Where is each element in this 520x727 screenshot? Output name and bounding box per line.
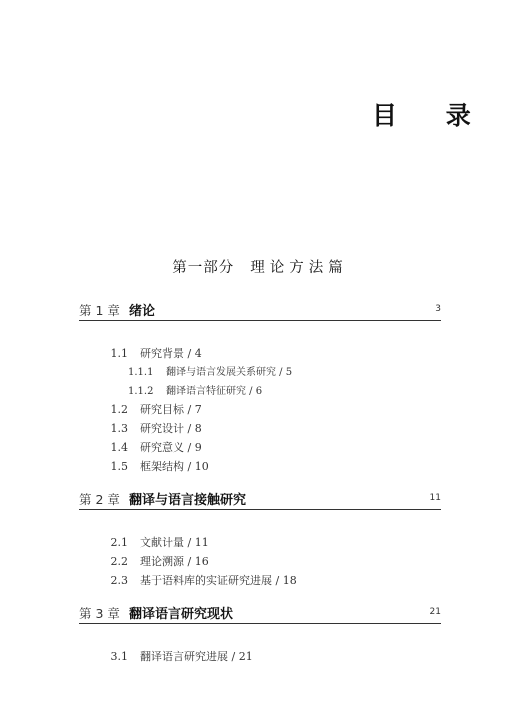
toc-section[interactable]: [98, 439, 202, 455]
subsection-title: 翻译与语言发展关系研究 / 5: [166, 367, 293, 378]
toc-section[interactable]: [98, 420, 202, 436]
section-number: 1.5: [110, 460, 128, 473]
chapter-page: 21: [429, 607, 441, 617]
section-title: 研究目标 / 7: [140, 403, 202, 416]
subsection-number: 1.1.1: [128, 367, 154, 378]
section-title: 基于语料库的实证研究进展 / 18: [140, 574, 297, 587]
toc-section[interactable]: [98, 401, 202, 417]
section-number: 1.4: [110, 441, 128, 454]
chapter-title: 绪论: [129, 304, 156, 319]
section-title: 翻译语言研究进展 / 21: [140, 650, 253, 663]
chapter-number: 第 1 章: [79, 303, 120, 318]
part-name: 理论方法篇: [250, 260, 348, 276]
toc-section[interactable]: [98, 648, 253, 664]
toc-section[interactable]: [98, 572, 297, 588]
chapter-title: 翻译语言研究现状: [129, 607, 234, 622]
section-title: 研究背景 / 4: [140, 347, 202, 360]
section-title: 研究设计 / 8: [140, 422, 202, 435]
chapter-title: 翻译与语言接触研究: [129, 493, 247, 508]
section-title: 研究意义 / 9: [140, 441, 202, 454]
section-number: 3.1: [110, 650, 128, 663]
toc-subsection[interactable]: [128, 363, 292, 378]
chapter-page: 3: [435, 304, 441, 314]
section-title: 理论溯源 / 16: [140, 555, 209, 568]
section-number: 2.2: [110, 555, 128, 568]
chapter-heading[interactable]: [79, 603, 441, 624]
subsection-number: 1.1.2: [128, 386, 154, 397]
part-label: 第一部分: [172, 260, 235, 276]
chapter-number: 第 2 章: [79, 492, 120, 507]
toc-section[interactable]: [98, 458, 209, 474]
chapter-page: 11: [429, 493, 441, 503]
toc-section[interactable]: [98, 534, 209, 550]
chapter-number: 第 3 章: [79, 606, 120, 621]
chapter-heading[interactable]: [79, 489, 441, 510]
chapter-heading[interactable]: [79, 300, 441, 321]
section-number: 2.1: [110, 536, 128, 549]
section-number: 1.3: [110, 422, 128, 435]
toc-section[interactable]: [98, 345, 202, 361]
subsection-title: 翻译语言特征研究 / 6: [166, 386, 263, 397]
toc-section[interactable]: [98, 553, 209, 569]
section-title: 文献计量 / 11: [140, 536, 209, 549]
section-number: 1.1: [110, 347, 128, 360]
toc-title: 目 录: [372, 101, 491, 130]
part-heading: [0, 256, 520, 277]
section-title: 框架结构 / 10: [140, 460, 209, 473]
section-number: 2.3: [110, 574, 128, 587]
section-number: 1.2: [110, 403, 128, 416]
toc-subsection[interactable]: [128, 382, 262, 397]
